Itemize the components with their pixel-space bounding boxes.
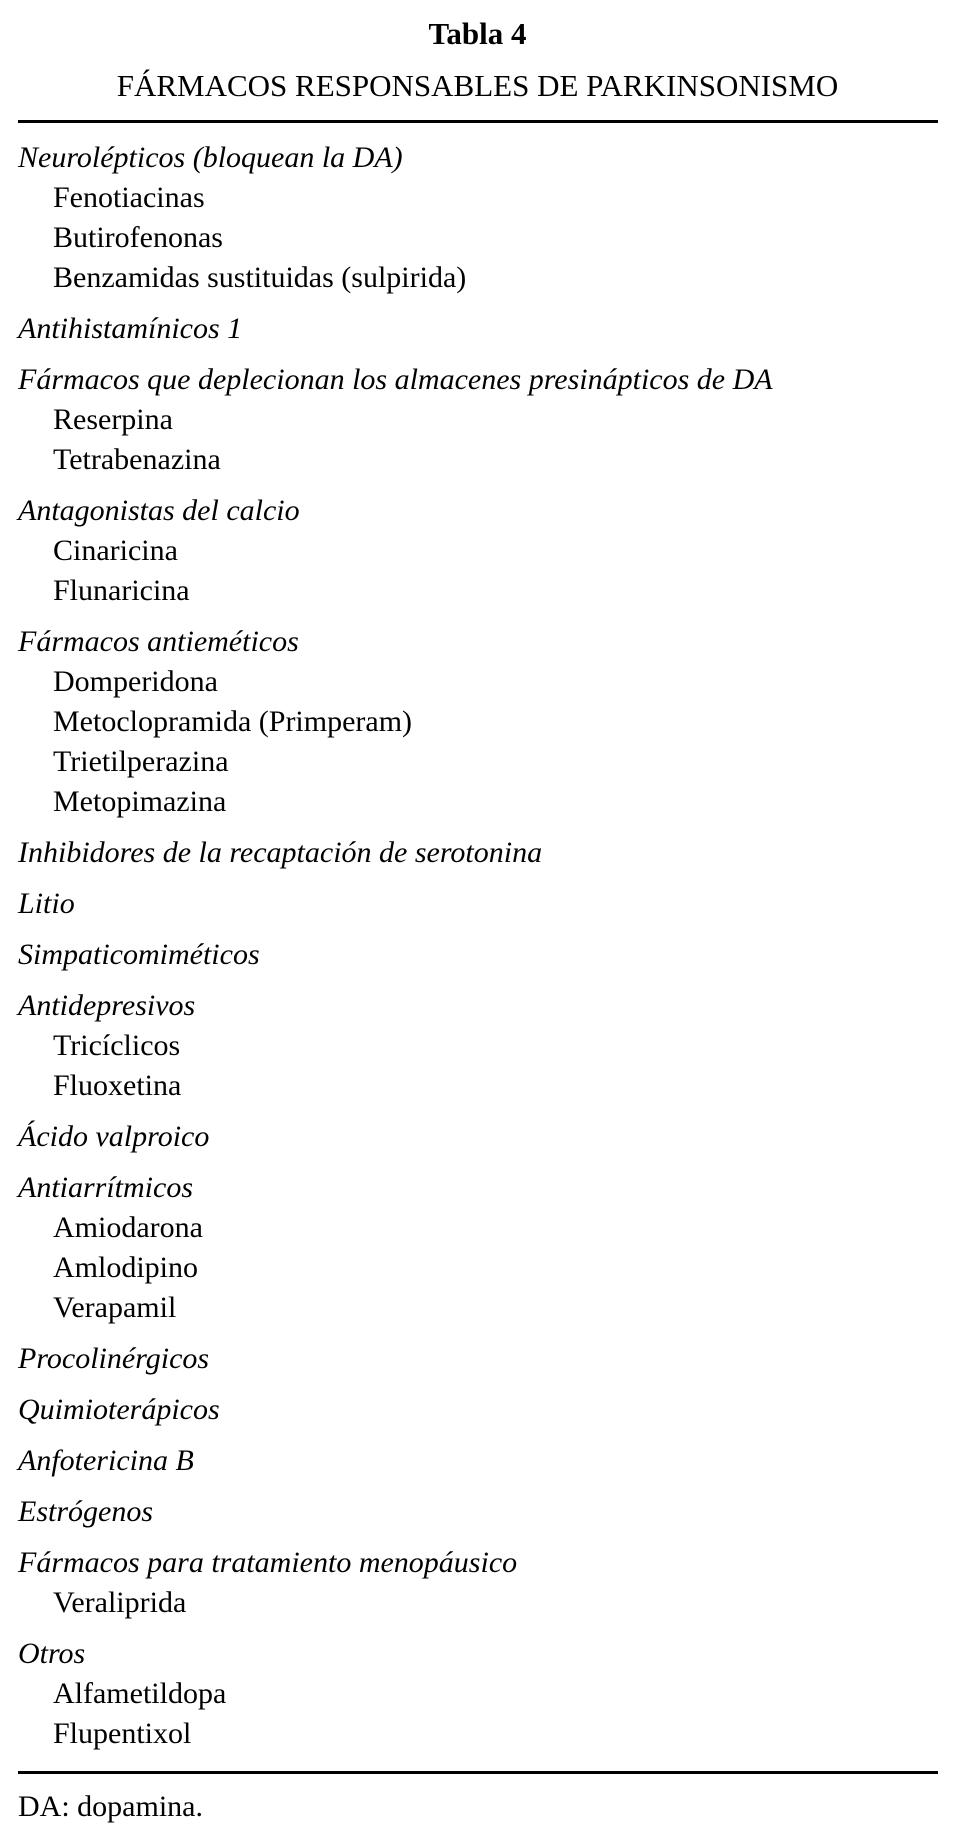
drug-item: Tricíclicos (53, 1029, 181, 1062)
drug-group (18, 138, 938, 298)
drug-item: Metopimazina (53, 785, 227, 818)
drug-group (18, 1390, 938, 1430)
drug-category: Antagonistas del calcio (18, 494, 300, 527)
drug-category: Quimioterápicos (18, 1393, 220, 1426)
drug-group (18, 622, 938, 822)
drug-item: Reserpina (53, 403, 173, 436)
drug-group (18, 884, 938, 924)
bottom-rule (18, 1771, 938, 1774)
table-title: Tabla 4 (428, 16, 527, 51)
drug-group (18, 986, 938, 1106)
drug-list (18, 138, 938, 1765)
drug-item: Verapamil (53, 1291, 177, 1324)
drug-category: Inhibidores de la recaptación de serotonina (18, 836, 543, 869)
drug-item: Domperidona (53, 665, 218, 698)
top-rule (18, 120, 938, 123)
drug-item: Fenotiacinas (53, 181, 205, 214)
drug-category: Antidepresivos (18, 989, 196, 1022)
drug-category: Fármacos para tratamiento menopáusico (18, 1546, 518, 1579)
drug-group (18, 833, 938, 873)
drug-category: Procolinérgicos (18, 1342, 210, 1375)
drug-group (18, 1168, 938, 1328)
drug-item: Flupentixol (53, 1717, 192, 1750)
table-footnote: DA: dopamina. (18, 1790, 203, 1823)
drug-group (18, 1543, 938, 1623)
drug-group (18, 935, 938, 975)
drug-category: Anfotericina B (18, 1444, 194, 1477)
drug-item: Amiodarona (53, 1211, 203, 1244)
drug-group (18, 1117, 938, 1157)
drug-item: Alfametildopa (53, 1677, 227, 1710)
drug-category: Estrógenos (18, 1495, 153, 1528)
drug-item: Metoclopramida (Primperam) (53, 705, 413, 738)
drug-item: Veraliprida (53, 1586, 187, 1619)
drug-group (18, 491, 938, 611)
drug-group (18, 1441, 938, 1481)
drug-group (18, 360, 938, 480)
drug-item: Benzamidas sustituidas (sulpirida) (53, 261, 467, 294)
drug-category: Fármacos que deplecionan los almacenes presinápticos de DA (18, 363, 773, 396)
drug-item: Tetrabenazina (53, 443, 221, 476)
drug-category: Neurolépticos (bloquean la DA) (18, 141, 403, 174)
drug-category: Antihistamínicos 1 (18, 312, 243, 345)
drug-item: Trietilperazina (53, 745, 229, 778)
drug-category: Simpaticomiméticos (18, 938, 260, 971)
drug-category: Ácido valproico (18, 1120, 210, 1153)
drug-group (18, 1339, 938, 1379)
drug-item: Amlodipino (53, 1251, 199, 1284)
drug-category: Otros (18, 1637, 86, 1670)
drug-category: Litio (18, 887, 75, 920)
drug-item: Flunaricina (53, 574, 190, 607)
drug-category: Antiarrítmicos (18, 1171, 194, 1204)
drug-category: Fármacos antieméticos (18, 625, 299, 658)
drug-group (18, 309, 938, 349)
drug-item: Butirofenonas (53, 221, 223, 254)
drug-group (18, 1492, 938, 1532)
drug-group (18, 1634, 938, 1754)
drug-item: Fluoxetina (53, 1069, 182, 1102)
drug-item: Cinaricina (53, 534, 178, 567)
table-subtitle: FÁRMACOS RESPONSABLES DE PARKINSONISMO (116, 68, 839, 103)
